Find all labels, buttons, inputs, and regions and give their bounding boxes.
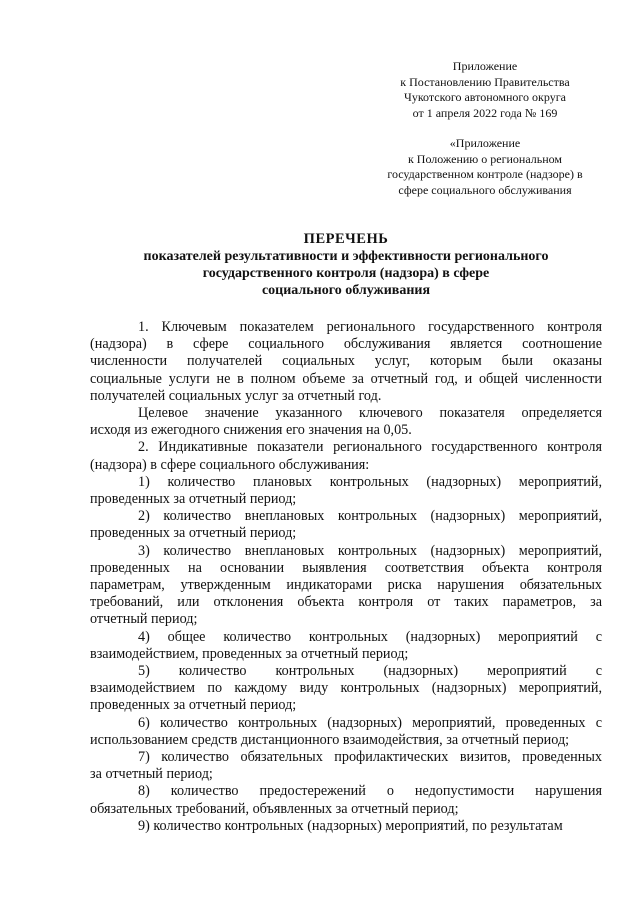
paragraph-line: проведенных за отчетный период; [90, 525, 297, 542]
document-title-block [88, 230, 604, 299]
body-paragraph [90, 508, 602, 542]
paragraph-line: (надзора) в сфере социального обслуживания: [90, 456, 370, 473]
paragraph-line: 7) количество обязательных профилактических визитов, проведенных [138, 749, 602, 766]
paragraph-line: исходя из ежегодного снижения его значения на 0,05. [90, 422, 412, 439]
body-paragraph [90, 543, 602, 629]
body-paragraph [90, 749, 602, 783]
body-paragraph [90, 629, 602, 663]
subtitle-line: показателей результативности и эффективности регионального [143, 249, 549, 264]
paragraph-line: параметрам, утвержденным индикаторами риска нарушения обязательных [90, 577, 602, 594]
appendix-line: государственном контроле (надзоре) в [387, 167, 583, 181]
appendix-line: сфере социального обслуживания [398, 182, 572, 197]
body-paragraph [90, 474, 602, 508]
paragraph-line: использованием средств дистанционного взаимодействия, за отчетный период; [90, 731, 570, 748]
appendix-line: от 1 апреля 2022 года № 169 [412, 105, 558, 120]
appendix-line: к Постановлению Правительства [400, 74, 570, 89]
paragraph-line: 5) количество контрольных (надзорных) мероприятий с [138, 663, 602, 680]
appendix-line: Чукотского автономного округа [404, 90, 566, 104]
paragraph-line: численности получателей социальных услуг, которым были оказаны [90, 353, 602, 370]
paragraph-line: (надзора) в сфере социального обслуживания является соотношение [90, 336, 602, 353]
paragraph-line: взаимодействием по каждому виду контрольных (надзорных) мероприятий, [90, 680, 602, 697]
body-paragraph [90, 319, 602, 405]
paragraph-line: за отчетный период; [90, 766, 213, 783]
body-paragraph [90, 715, 602, 749]
paragraph-line: проведенных за отчетный период; [90, 491, 297, 508]
document-body [90, 319, 602, 835]
paragraph-line: 2) количество внеплановых контрольных (надзорных) мероприятий, [138, 508, 602, 525]
paragraph-line: проведенных за отчетный период; [90, 697, 297, 714]
paragraph-line: требований, или отклонения объекта контроля от таких параметров, за [90, 594, 602, 611]
body-paragraph [90, 663, 602, 715]
paragraph-line: отчетный период; [90, 611, 198, 628]
paragraph-line: обязательных требований, объявленных за отчетный период; [90, 800, 459, 817]
paragraph-line: проведенных на основании выявления соответствия объекта контроля [90, 559, 602, 576]
body-paragraph [90, 405, 602, 439]
paragraph-line: 1. Ключевым показателем регионального государственного контроля [138, 319, 602, 335]
paragraph-line: 8) количество предостережений о недопустимости нарушения [138, 783, 602, 800]
appendix-header-resolution [365, 59, 605, 121]
paragraph-line: 2. Индикативные показатели регионального государственного контроля [138, 439, 602, 456]
body-paragraph [90, 783, 602, 817]
paragraph-line: социальные услуги не в полном объеме за отчетный год, и общей численности [90, 370, 602, 387]
document-title: ПЕРЕЧЕНЬ [303, 231, 389, 247]
paragraph-line: 4) общее количество контрольных (надзорных) мероприятий с [138, 628, 602, 645]
appendix-line: к Положению о региональном [407, 151, 563, 166]
body-paragraph [90, 818, 602, 835]
subtitle-line: социального облуживания [261, 283, 431, 298]
paragraph-line: 1) количество плановых контрольных (надзорных) мероприятий, [138, 473, 602, 490]
paragraph-line: взаимодействием, проведенных за отчетный период; [90, 645, 409, 662]
paragraph-line: 3) количество внеплановых контрольных (надзорных) мероприятий, [138, 542, 602, 559]
document-subtitle [88, 248, 604, 299]
appendix-line: Приложение [452, 59, 518, 73]
paragraph-line: Целевое значение указанного ключевого показателя определяется [138, 405, 602, 422]
paragraph-line: 6) количество контрольных (надзорных) мероприятий, проведенных с [138, 714, 602, 731]
paragraph-line: получателей социальных услуг за отчетный год. [90, 387, 382, 404]
paragraph-line: 9) количество контрольных (надзорных) мероприятий, по результатам [138, 817, 563, 834]
appendix-header-regulation [365, 136, 605, 198]
subtitle-line: государственного контроля (надзора) в сфере [202, 266, 490, 281]
body-paragraph [90, 439, 602, 473]
appendix-line: «Приложение [449, 136, 521, 150]
